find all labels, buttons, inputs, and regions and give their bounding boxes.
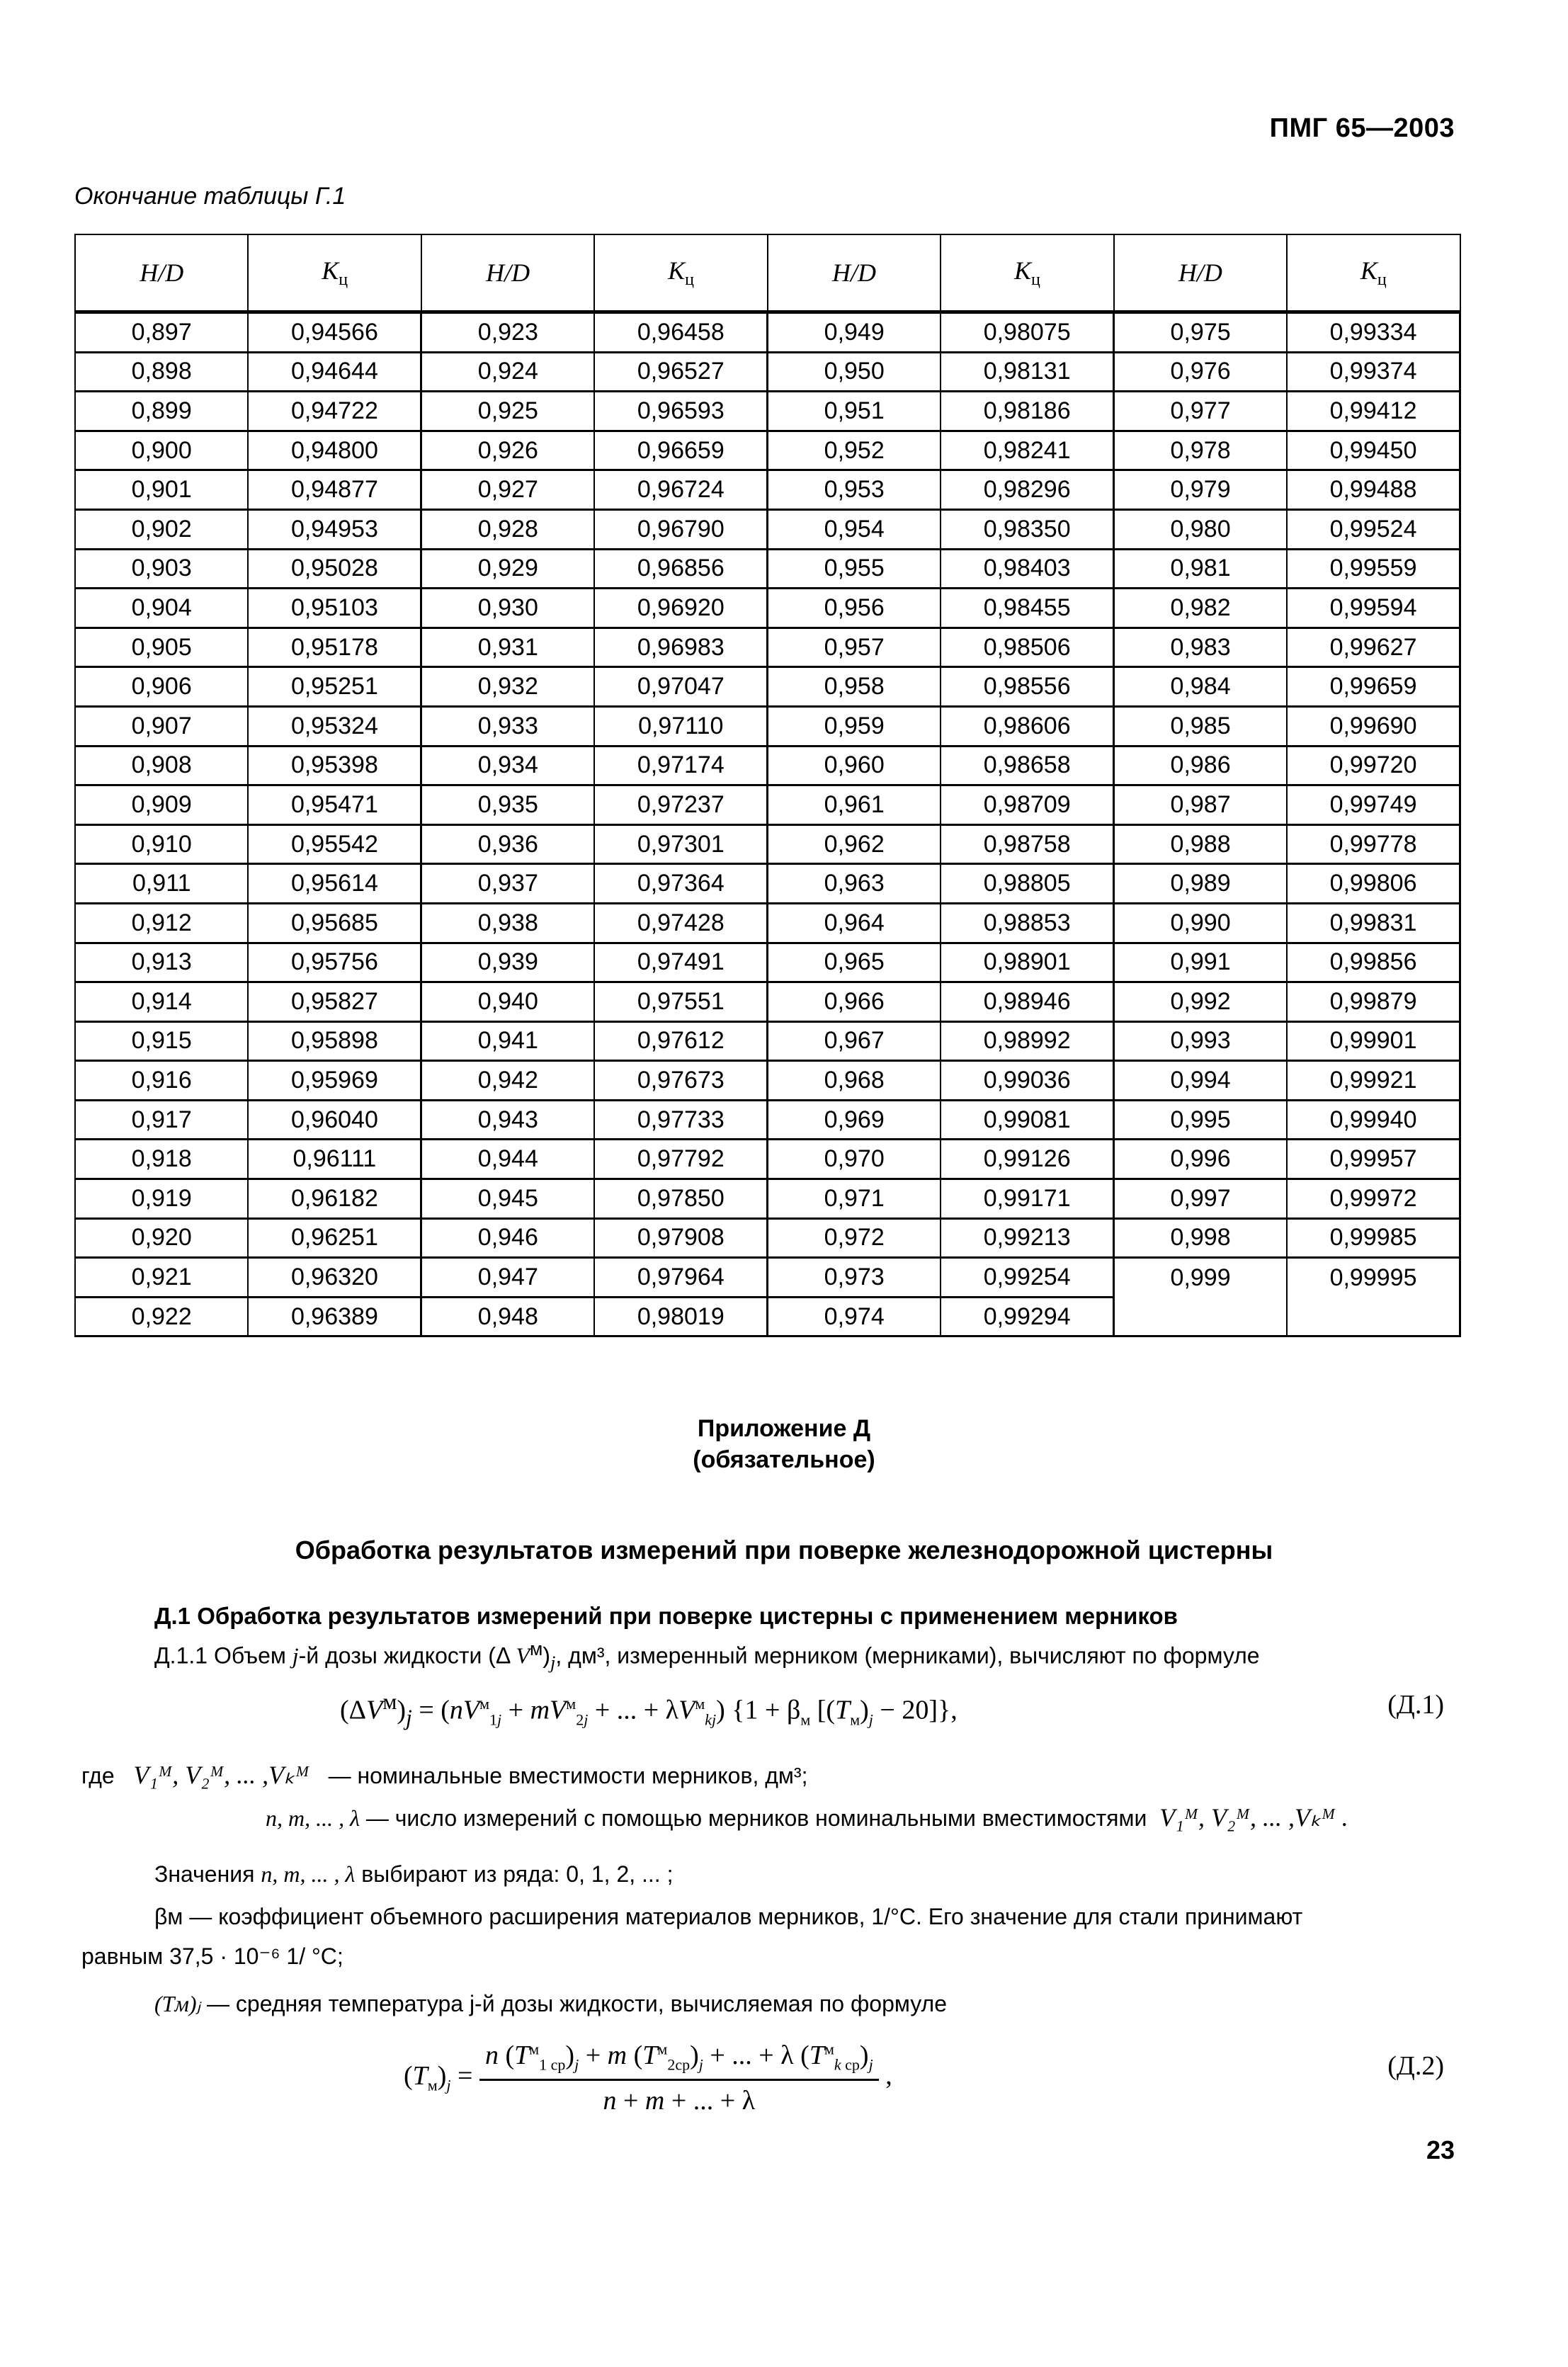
cell-k: 0,96389 [248, 1297, 421, 1336]
cell-hd: 0,924 [421, 352, 594, 392]
cell-k: 0,99627 [1287, 628, 1460, 667]
cell-k: 0,97551 [594, 982, 767, 1022]
cell-k: 0,94800 [248, 431, 421, 470]
cell-hd: 0,973 [768, 1258, 941, 1298]
cell-k: 0,98556 [941, 667, 1113, 707]
cell-hd: 0,982 [1114, 589, 1287, 628]
cell-hd: 0,928 [421, 509, 594, 549]
cell-hd: 0,938 [421, 903, 594, 943]
tm-clause [154, 1990, 947, 2017]
cell-hd: 0,967 [768, 1021, 941, 1061]
cell-k: 0,99985 [1287, 1218, 1460, 1258]
cell-k: 0,95542 [248, 824, 421, 864]
cell-k: 0,98901 [941, 943, 1113, 982]
cell-hd: 0,926 [421, 431, 594, 470]
cell-k: 0,99559 [1287, 549, 1460, 589]
cell-k: 0,95398 [248, 746, 421, 785]
cell-hd: 0,903 [75, 549, 248, 589]
cell-k: 0,99940 [1287, 1100, 1460, 1140]
cell-hd: 0,946 [421, 1218, 594, 1258]
table-row [75, 982, 1460, 1022]
cell-hd: 0,904 [75, 589, 248, 628]
table-row [75, 943, 1460, 982]
cell-hd: 0,991 [1114, 943, 1287, 982]
p-text: -й дозы жидкости (Δ [298, 1642, 516, 1669]
cell-hd: 0,990 [1114, 903, 1287, 943]
cell-k: 0,97850 [594, 1179, 767, 1219]
formula2-lhs: $(T_м)_j$ = [404, 2060, 473, 2094]
p-text: Д.1.1 Объем [154, 1642, 292, 1669]
cell-hd: 0,937 [421, 864, 594, 904]
cell-k: 0,96856 [594, 549, 767, 589]
cell-k: 0,98506 [941, 628, 1113, 667]
cell-hd: 0,941 [421, 1021, 594, 1061]
cell-k: 0,99879 [1287, 982, 1460, 1022]
table-body [75, 312, 1460, 1336]
cell-hd: 0,923 [421, 312, 594, 353]
cell-hd: 0,949 [768, 312, 941, 353]
cell-k: 0,98853 [941, 903, 1113, 943]
cell-hd: 0,969 [768, 1100, 941, 1140]
cell-k: 0,99081 [941, 1100, 1113, 1140]
document-code: ПМГ 65—2003 [1269, 113, 1455, 143]
cell-hd: 0,915 [75, 1021, 248, 1061]
where-desc: — номинальные вместимости мерников, дм³; [328, 1763, 808, 1788]
cell-hd: 0,956 [768, 589, 941, 628]
formula2-denominator: n + m + ... + λ [603, 2085, 756, 2116]
cell-k: 0,96251 [248, 1218, 421, 1258]
cell-hd: 0,925 [421, 392, 594, 431]
cell-hd: 0,954 [768, 509, 941, 549]
cell-k: 0,98658 [941, 746, 1113, 785]
cell-hd: 0,921 [75, 1258, 248, 1298]
cell-k: 0,96920 [594, 589, 767, 628]
column-header-hd: H/D [421, 234, 594, 312]
cell-hd: 0,961 [768, 785, 941, 825]
cell-hd: 0,978 [1114, 431, 1287, 470]
equation-number-d1: (Д.1) [1387, 1690, 1444, 1720]
table-row [75, 1061, 1460, 1101]
cell-k: 0,95471 [248, 785, 421, 825]
cell-hd: 0,935 [421, 785, 594, 825]
cell-k: 0,95324 [248, 706, 421, 746]
cell-hd: 0,911 [75, 864, 248, 904]
cell-hd: 0,995 [1114, 1100, 1287, 1140]
cell-k: 0,97174 [594, 746, 767, 785]
table-row [75, 1218, 1460, 1258]
cell-hd: 0,922 [75, 1297, 248, 1336]
cell-hd: 0,952 [768, 431, 941, 470]
appendix-status: (обязательное) [693, 1446, 875, 1473]
cell-k: 0,97673 [594, 1061, 767, 1101]
cell-hd: 0,932 [421, 667, 594, 707]
table-row [75, 1021, 1460, 1061]
cell-hd: 0,979 [1114, 470, 1287, 510]
cell-k: 0,98946 [941, 982, 1113, 1022]
cell-k: 0,99659 [1287, 667, 1460, 707]
cell-hd: 0,951 [768, 392, 941, 431]
cell-hd: 0,966 [768, 982, 941, 1022]
cell-hd: 0,900 [75, 431, 248, 470]
cell-hd: 0,902 [75, 509, 248, 549]
formula2-numerator: n $(T^м_{1 ср})_j + m$ $(T^м_{2ср})_j$ + ... + λ $(T^м_{k ср})_j$ [479, 2040, 879, 2081]
column-header-k: $K_ц$ [941, 234, 1113, 312]
cell-k: 0,96182 [248, 1179, 421, 1219]
cell-k: 0,99524 [1287, 509, 1460, 549]
cell-k: 0,99294 [941, 1297, 1113, 1336]
cell-hd: 0,974 [768, 1297, 941, 1336]
cell-hd: 0,976 [1114, 352, 1287, 392]
cell-hd: 0,897 [75, 312, 248, 353]
cell-hd: 0,960 [768, 746, 941, 785]
cell-k: 0,96983 [594, 628, 767, 667]
cell-k: 0,94877 [248, 470, 421, 510]
beta-value: равным 37,5 · 10⁻⁶ 1/ °С; [81, 1943, 343, 1969]
cell-hd: 0,920 [75, 1218, 248, 1258]
cell-hd: 0,981 [1114, 549, 1287, 589]
cell-k: 0,98019 [594, 1297, 767, 1336]
tm-var: (Tм)ⱼ [154, 1991, 201, 2016]
cell-k: 0,96111 [248, 1140, 421, 1179]
cell-hd: 0,947 [421, 1258, 594, 1298]
cell-k: 0,96320 [248, 1258, 421, 1298]
column-header-k: $K_ц$ [1287, 234, 1460, 312]
column-header-k: $K_ц$ [594, 234, 767, 312]
column-header-hd: H/D [1114, 234, 1287, 312]
values-text: Значения [154, 1861, 261, 1887]
cell-hd: 0,940 [421, 982, 594, 1022]
cell-k: 0,98131 [941, 352, 1113, 392]
cell-k: 0,98805 [941, 864, 1113, 904]
cell-k: 0,98296 [941, 470, 1113, 510]
cell-k: 0,94953 [248, 509, 421, 549]
cell-k: 0,96458 [594, 312, 767, 353]
table-row [75, 431, 1460, 470]
cell-hd: 0,905 [75, 628, 248, 667]
cell-k: 0,99036 [941, 1061, 1113, 1101]
cell-hd: 0,898 [75, 352, 248, 392]
cell-hd: 0,989 [1114, 864, 1287, 904]
table-row [75, 549, 1460, 589]
cell-hd: 0,945 [421, 1179, 594, 1219]
cell-k: 0,95028 [248, 549, 421, 589]
where-vars: V₁ᴹ, V₂ᴹ, ... ,Vₖᴹ [133, 1761, 309, 1789]
cell-hd: 0,901 [75, 470, 248, 510]
cell-k: 0,97491 [594, 943, 767, 982]
cell-k: 0,98758 [941, 824, 1113, 864]
table-row [75, 589, 1460, 628]
table-row [75, 746, 1460, 785]
cell-hd: 0,996 [1114, 1140, 1287, 1179]
beta-var: βм [154, 1904, 183, 1929]
cell-k: 0,96659 [594, 431, 767, 470]
cell-hd: 0,955 [768, 549, 941, 589]
cell-k: 0,97237 [594, 785, 767, 825]
tm-desc: — средняя температура j-й дозы жидкости, вычисляемая по формуле [200, 1991, 947, 2016]
cell-hd: 0,972 [768, 1218, 941, 1258]
cell-hd: 0,930 [421, 589, 594, 628]
cell-k: 0,99901 [1287, 1021, 1460, 1061]
cell-k: 0,97964 [594, 1258, 767, 1298]
cell-k: 0,97110 [594, 706, 767, 746]
cell-k: 0,95756 [248, 943, 421, 982]
cell-k: 0,99412 [1287, 392, 1460, 431]
cell-k: 0,95103 [248, 589, 421, 628]
cell-hd: 0,917 [75, 1100, 248, 1140]
cell-hd: 0,959 [768, 706, 941, 746]
cell-k: 0,99374 [1287, 352, 1460, 392]
values-vars: n, m, ... , λ [261, 1861, 356, 1887]
where-prefix: где [81, 1763, 115, 1788]
cell-hd: 0,948 [421, 1297, 594, 1336]
table-row [75, 864, 1460, 904]
column-header-hd: H/D [768, 234, 941, 312]
table-row [75, 824, 1460, 864]
cell-k: 0,94644 [248, 352, 421, 392]
formula-d2 [404, 2040, 892, 2116]
cell-hd: 0,906 [75, 667, 248, 707]
cell-hd: 0,975 [1114, 312, 1287, 353]
cell-hd: 0,939 [421, 943, 594, 982]
table-row [75, 628, 1460, 667]
cell-k: 0,98241 [941, 431, 1113, 470]
cell-k: 0,96724 [594, 470, 767, 510]
cell-hd: 0,913 [75, 943, 248, 982]
cell-hd: 0,965 [768, 943, 941, 982]
cell-k: 0,97428 [594, 903, 767, 943]
cell-hd: 0,909 [75, 785, 248, 825]
beta-desc: — коэффициент объемного расширения материалов мерников, 1/°С. Его значение для стали принимают [183, 1904, 1303, 1929]
nm-vars: n, m, ... , λ [266, 1805, 360, 1831]
formula-d1: $(\Delta V^м)_j = (nV^м_{1j} + mV^м_{2j}$ + ... + $\lambda V^м_{kj}$) {$1 + \beta_м$ $[(T_м)_j - 20]$}, [340, 1689, 958, 1730]
cell-k: 0,99995 [1287, 1258, 1460, 1336]
table-row [75, 1100, 1460, 1140]
cell-hd: 0,927 [421, 470, 594, 510]
cell-k: 0,97733 [594, 1100, 767, 1140]
cell-hd: 0,910 [75, 824, 248, 864]
cell-k: 0,95614 [248, 864, 421, 904]
cell-k: 0,97792 [594, 1140, 767, 1179]
nm-tail: V₁ᴹ, V₂ᴹ, ... ,Vₖᴹ . [1159, 1803, 1348, 1832]
table-row [75, 1179, 1460, 1219]
cell-k: 0,97612 [594, 1021, 767, 1061]
cell-hd: 0,994 [1114, 1061, 1287, 1101]
cell-hd: 0,957 [768, 628, 941, 667]
table-row [75, 667, 1460, 707]
table-row [75, 352, 1460, 392]
cell-hd: 0,980 [1114, 509, 1287, 549]
cell-hd: 0,999 [1114, 1258, 1287, 1336]
table-row [75, 470, 1460, 510]
cell-hd: 0,997 [1114, 1179, 1287, 1219]
cell-hd: 0,933 [421, 706, 594, 746]
cell-k: 0,98186 [941, 392, 1113, 431]
p-text: , дм³, измеренный мерником (мерниками), вычисляют по формуле [555, 1642, 1260, 1669]
values-clause [154, 1861, 673, 1888]
where-clause [81, 1760, 807, 1790]
cell-k: 0,98606 [941, 706, 1113, 746]
cell-k: 0,97047 [594, 667, 767, 707]
cell-hd: 0,963 [768, 864, 941, 904]
cell-k: 0,99921 [1287, 1061, 1460, 1101]
cell-hd: 0,916 [75, 1061, 248, 1101]
formula2-fraction [479, 2040, 879, 2116]
appendix-title [0, 1413, 1568, 1475]
column-header-k: $K_ц$ [248, 234, 421, 312]
cell-hd: 0,934 [421, 746, 594, 785]
cell-k: 0,95685 [248, 903, 421, 943]
cell-hd: 0,984 [1114, 667, 1287, 707]
cell-hd: 0,918 [75, 1140, 248, 1179]
equation-number-d2: (Д.2) [1387, 2051, 1444, 2081]
cell-k: 0,98403 [941, 549, 1113, 589]
cell-k: 0,99450 [1287, 431, 1460, 470]
subsection-heading: Д.1 Обработка результатов измерений при поверке цистерны с применением мерников [154, 1603, 1178, 1629]
formula2-tail: , [885, 2060, 892, 2091]
cell-k: 0,96040 [248, 1100, 421, 1140]
cell-k: 0,99957 [1287, 1140, 1460, 1179]
cell-k: 0,95178 [248, 628, 421, 667]
cell-hd: 0,986 [1114, 746, 1287, 785]
cell-k: 0,94566 [248, 312, 421, 353]
table-row [75, 1258, 1460, 1298]
cell-k: 0,98350 [941, 509, 1113, 549]
cell-hd: 0,919 [75, 1179, 248, 1219]
cell-k: 0,98075 [941, 312, 1113, 353]
table-row [75, 706, 1460, 746]
cell-hd: 0,983 [1114, 628, 1287, 667]
beta-clause [154, 1904, 1302, 1930]
cell-k: 0,97364 [594, 864, 767, 904]
cell-k: 0,99171 [941, 1179, 1113, 1219]
cell-k: 0,99831 [1287, 903, 1460, 943]
cell-hd: 0,942 [421, 1061, 594, 1101]
cell-hd: 0,970 [768, 1140, 941, 1179]
cell-hd: 0,953 [768, 470, 941, 510]
cell-hd: 0,914 [75, 982, 248, 1022]
coefficient-table [74, 234, 1461, 1337]
cell-hd: 0,998 [1114, 1218, 1287, 1258]
cell-hd: 0,958 [768, 667, 941, 707]
cell-k: 0,99720 [1287, 746, 1460, 785]
page-number: 23 [1426, 2135, 1455, 2164]
cell-k: 0,99488 [1287, 470, 1460, 510]
cell-hd: 0,971 [768, 1179, 941, 1219]
table-caption: Окончание таблицы Г.1 [74, 183, 346, 210]
appendix-name: Приложение Д [697, 1415, 871, 1442]
cell-hd: 0,968 [768, 1061, 941, 1101]
cell-k: 0,99972 [1287, 1179, 1460, 1219]
cell-k: 0,99749 [1287, 785, 1460, 825]
cell-k: 0,95969 [248, 1061, 421, 1101]
values-text: выбирают из ряда: 0, 1, 2, ... ; [355, 1861, 674, 1887]
cell-k: 0,97908 [594, 1218, 767, 1258]
cell-hd: 0,993 [1114, 1021, 1287, 1061]
table-header-row [75, 234, 1460, 312]
cell-k: 0,99594 [1287, 589, 1460, 628]
cell-hd: 0,943 [421, 1100, 594, 1140]
cell-hd: 0,962 [768, 824, 941, 864]
cell-k: 0,99254 [941, 1258, 1113, 1298]
cell-k: 0,99213 [941, 1218, 1113, 1258]
cell-hd: 0,936 [421, 824, 594, 864]
paragraph-d11: Д.1.1 Объем j-й дозы жидкости (Δ $V^м)_j$, дм³, измеренный мерником (мерниками), вычисляют по формуле [154, 1638, 1260, 1674]
column-header-hd: H/D [75, 234, 248, 312]
cell-k: 0,96527 [594, 352, 767, 392]
cell-hd: 0,964 [768, 903, 941, 943]
cell-k: 0,99806 [1287, 864, 1460, 904]
cell-hd: 0,977 [1114, 392, 1287, 431]
cell-k: 0,97301 [594, 824, 767, 864]
cell-k: 0,99334 [1287, 312, 1460, 353]
cell-k: 0,98709 [941, 785, 1113, 825]
cell-k: 0,99690 [1287, 706, 1460, 746]
cell-k: 0,99856 [1287, 943, 1460, 982]
table-row [75, 785, 1460, 825]
table-row [75, 312, 1460, 353]
nm-desc: — число измерений с помощью мерников номинальными вместимостями [365, 1805, 1147, 1831]
cell-hd: 0,931 [421, 628, 594, 667]
cell-hd: 0,908 [75, 746, 248, 785]
cell-k: 0,95827 [248, 982, 421, 1022]
cell-hd: 0,907 [75, 706, 248, 746]
cell-hd: 0,992 [1114, 982, 1287, 1022]
cell-k: 0,99778 [1287, 824, 1460, 864]
table-row [75, 903, 1460, 943]
cell-hd: 0,985 [1114, 706, 1287, 746]
cell-k: 0,98455 [941, 589, 1113, 628]
cell-hd: 0,950 [768, 352, 941, 392]
cell-k: 0,99126 [941, 1140, 1113, 1179]
section-heading: Обработка результатов измерений при поверке железнодорожной цистерны [295, 1536, 1273, 1565]
cell-hd: 0,912 [75, 903, 248, 943]
cell-k: 0,95898 [248, 1021, 421, 1061]
cell-k: 0,94722 [248, 392, 421, 431]
cell-k: 0,96593 [594, 392, 767, 431]
cell-k: 0,96790 [594, 509, 767, 549]
cell-k: 0,98992 [941, 1021, 1113, 1061]
nm-clause [266, 1803, 1348, 1832]
cell-hd: 0,944 [421, 1140, 594, 1179]
table-row [75, 392, 1460, 431]
cell-k: 0,95251 [248, 667, 421, 707]
table-row [75, 1140, 1460, 1179]
cell-hd: 0,988 [1114, 824, 1287, 864]
cell-hd: 0,987 [1114, 785, 1287, 825]
cell-hd: 0,899 [75, 392, 248, 431]
cell-hd: 0,929 [421, 549, 594, 589]
table-row [75, 509, 1460, 549]
